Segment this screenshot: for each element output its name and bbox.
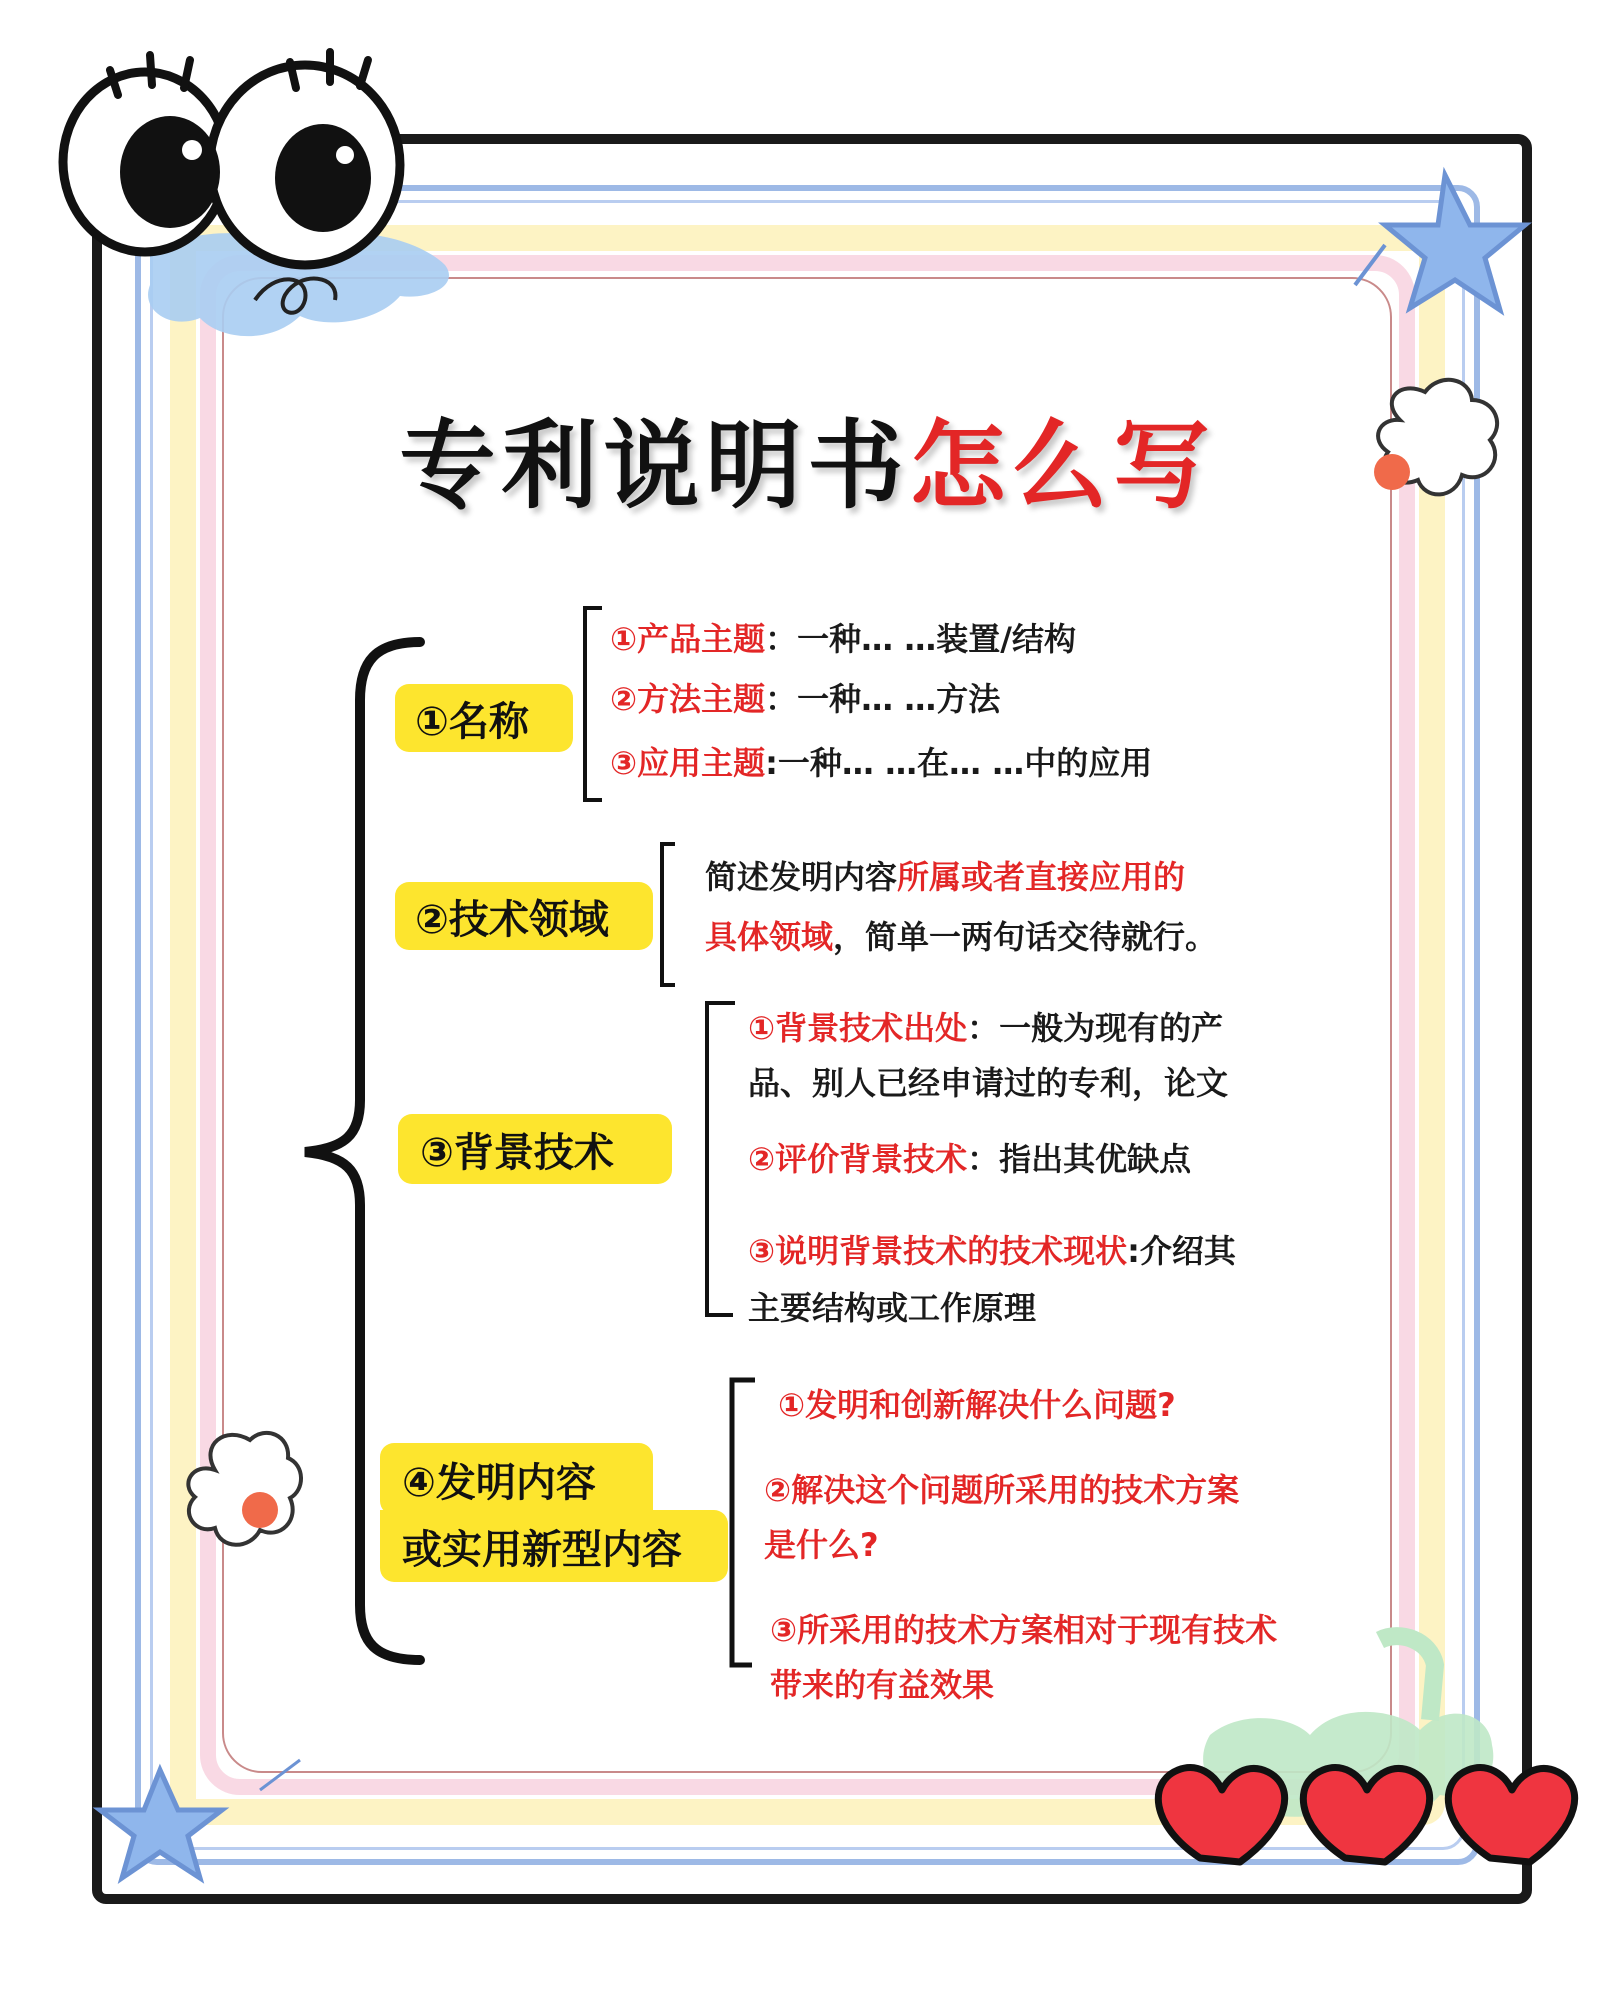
- bracket-3: [707, 1003, 735, 1315]
- section-3-item-3-cont: 主要结构或工作原理: [748, 1289, 1037, 1327]
- section-label-text: 或实用新型内容: [402, 1526, 682, 1573]
- section-4-item-2-cont: 是什么?: [764, 1526, 879, 1564]
- section-label-text: ①名称: [415, 698, 529, 745]
- section-label-invention-line1: [380, 1443, 653, 1515]
- section-1-item-1: ①产品主题：一种… …装置/结构: [610, 620, 1076, 658]
- section-3-item-1-cont: 品、别人已经申请过的专利，论文: [748, 1064, 1229, 1102]
- section-4-item-2: ②解决这个问题所采用的技术方案: [764, 1471, 1240, 1509]
- section-4-item-1: ①发明和创新解决什么问题?: [778, 1386, 1176, 1424]
- section-label-text: ②技术领域: [415, 896, 609, 943]
- googly-eyes-icon: [63, 52, 400, 265]
- heart-icon: [1448, 1768, 1574, 1862]
- section-3-item-1: ①背景技术出处：一般为现有的产: [748, 1009, 1224, 1047]
- section-label-tech-field: [395, 882, 653, 950]
- section-label-text: ③背景技术: [420, 1129, 614, 1176]
- bracket-4: [732, 1380, 755, 1665]
- section-3-item-3: ③说明背景技术的技术现状:介绍其: [748, 1232, 1236, 1270]
- section-4-item-3: ③所采用的技术方案相对于现有技术: [770, 1611, 1278, 1649]
- section-label-name: [395, 684, 573, 752]
- section-2-line-2: 具体领域，简单一两句话交待就行。: [705, 918, 1218, 956]
- flower-icon: [188, 1433, 301, 1545]
- page-title: [0, 390, 1615, 527]
- title-red-part: 怎么写: [909, 409, 1216, 522]
- section-label-background: [398, 1114, 672, 1184]
- section-label-invention-line2: [380, 1510, 728, 1582]
- section-label-text: ④发明内容: [402, 1459, 596, 1506]
- section-3-item-2: ②评价背景技术：指出其优缺点: [748, 1140, 1192, 1178]
- blue-star-icon: [100, 1760, 300, 1878]
- section-4-item-3-cont: 带来的有益效果: [770, 1666, 995, 1704]
- bracket-2: [662, 844, 675, 985]
- section-1-item-3: ③应用主题:一种… …在… …中的应用: [610, 744, 1153, 782]
- bracket-1: [585, 608, 602, 800]
- section-1-item-2: ②方法主题：一种… …方法: [610, 680, 1001, 718]
- title-black-part: 专利说明书: [399, 409, 910, 522]
- section-2-line-1: 简述发明内容所属或者直接应用的: [705, 858, 1186, 896]
- blue-star-icon: [1355, 175, 1525, 310]
